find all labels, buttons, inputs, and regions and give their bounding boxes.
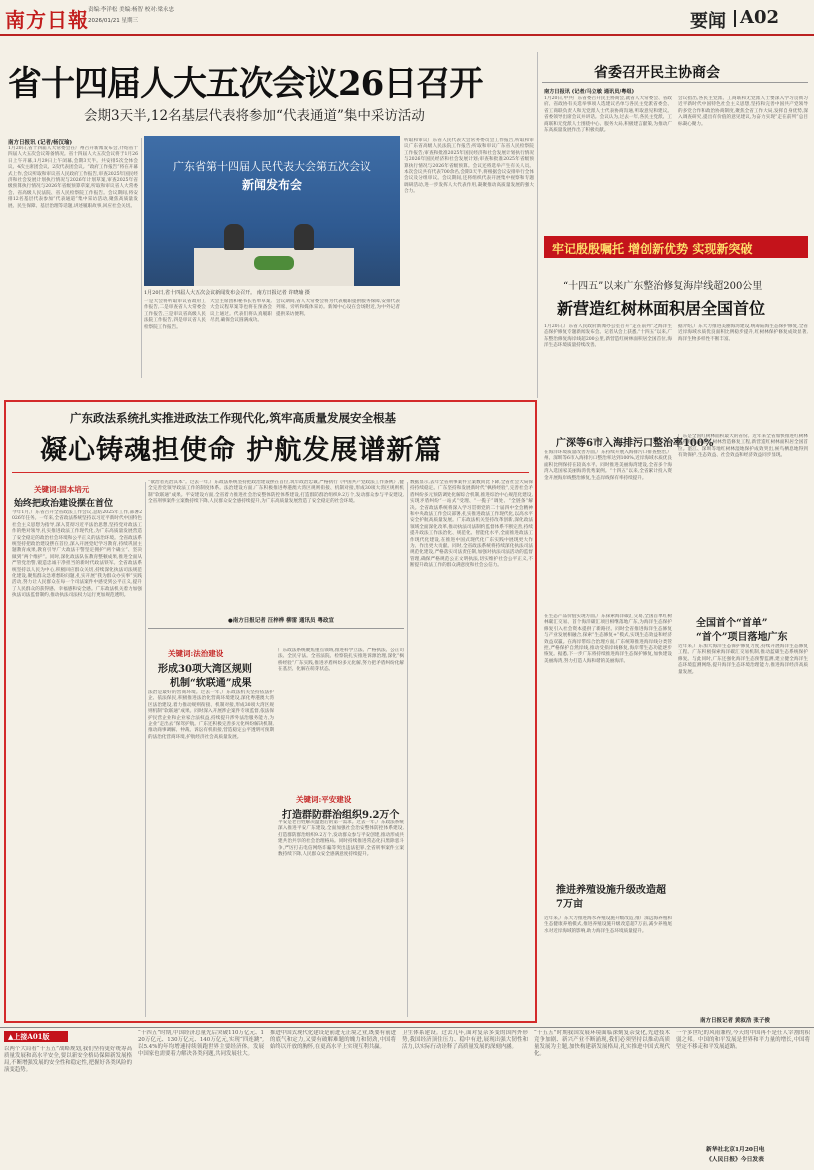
footer-line-1: 新华社北京1月20日电 xyxy=(706,1147,765,1153)
newspaper-logo: 南方日報 xyxy=(5,8,89,32)
lead-body-col1: 1月20日,省十四届人大常委会在广州召开新闻发布会,介绍省十四届人大五次会议筹备情况。省十四届人大五次会议将于1月26日上午开幕,1月29日上午闭幕,会期3天半。共安排5次全体会议、4次主席团会议、2次代表团会议。“政府工作报告”将在开幕式上作,会议听取和审议省人民政府工作报告,审查2025年国民经济和社会发展计划执行情况与2026年计划草案,审查2025年省级预算执行情况与2026年省级预算草案,听取和审议省人大常委会、省高级人民法院、省人民检察院工作报告。会议期间,将安排12名基层代表参加“代表通道”集中采访活动,聚焦高质量发展、民生保障、基层治理等话题,讲述履职故事,回应社会关切。 xyxy=(8,146,138,209)
mangrove-body-col7: 近年来,广东大力推进海水养殖设施升级改造,推广深远海养殖和生态健康养殖模式,推进养殖设施升级改造超7万亩,减少养殖尾水对近岸海域的影响,助力海洋生态环境质量提升。 xyxy=(544,916,672,934)
sub-b-title-2: 机制“软联通”成果 xyxy=(170,678,252,689)
mangrove-title: 新营造红树林面积居全国首位 xyxy=(557,299,766,318)
edit-line: 责编:李洋松 美编:杨智 校对:梁永忠 xyxy=(88,7,175,13)
mangrove-footer: 南方日报记者 黄叙浩 张子俊 xyxy=(700,1018,770,1024)
feature-body-col1: 今年1月,广东省召开全省政法工作会议,总结2025年工作,部署2026年任务。一年来,全省政法系统坚持以习近平新时代中国特色社会主义思想为指导,深入贯彻习近平法治思想,坚持党对政法工作的绝对领导,扎实推进政法工作现代化,为广东高质量发展营造了安全稳定的政治社会环境和公平正义的法治环境。全省政法系统坚持把政治建设摆在首位,深入开展党纪学习教育,持续巩固主题教育成果,教育引导广大政法干警坚定拥护“两个确立”、坚决做到“两个维护”。同时,深化政法队伍教育整顿成果,推进全面从严管党治警,锻造忠诚干净担当的新时代政法铁军。全省政法系统坚持以人民为中心,积极回应群众关切,持续深化执法司法规范化建设,聚焦群众急难愁盼问题,扎实开展“我为群众办实事”实践活动,努力让人民群众在每一个司法案件中感受到公平正义,提升了人民群众的获得感、幸福感和安全感。广东政法机关着力加强执法司法监督制约,推动执法司法权力运行更加规范透明。 xyxy=(12,510,142,599)
page-number: A02 xyxy=(740,7,780,28)
mzxs-body-col2: 会议指出,各民主党派、工商联和无党派人士要深入学习贯彻习近平新时代中国特色社会主义思想,坚持和完善中国共产党领导的多党合作和政治协商制度,聚焦全省工作大局,发挥自身优势,深入调查研究,提出有价值的意见建议,为奋力实现“走在前列”总目标凝心聚力。 xyxy=(678,96,808,127)
sub-c-tag: 关键词:平安建设 xyxy=(296,795,352,804)
feature-body-col6: 数据显示,去年全省刑事案件立案数同比下降,全省社会大局保持持续稳定。广东坚持和发展新时代“枫桥经验”,完善社会矛盾纠纷多元预防调处化解综合机制,推进综治中心规范化建设,实现矛盾纠纷“一站式”受理、“一揽子”调处、“全链条”解决。全省政法系统将深入学习贯彻党的二十届四中全会精神和中央政法工作会议部署,扎实推进政法工作现代化,以高水平安全护航高质量发展。广东政法机关坚持改革创新,深化政法领域全面深化改革,推动执法司法制约监督体系不断完善,持续提升政法工作法治化、规范化、智能化水平,全面推进政法工作现代化建设,在推进中国式现代化广东实践中展现更大作为、作出更大贡献。同时,全省政法系统将持续深化执法司法规范化建设,严格落实司法责任制,加强对执法司法活动的监督管理,确保严格规范公正文明执法,切实维护社会公平正义,不断提升政法工作的群众满意度和社会公信力。 xyxy=(410,480,533,569)
bottom-col6: 一个多世纪的风雨兼程,今天的中国再不是任人宰割的积弱之邦。中国的和平发展是世界和平力量的增长,中国将坚定不移走和平发展道路。 xyxy=(676,1030,810,1050)
bottom-col5: “十五五”时期我国发展环境面临深刻复杂变化,先进技术竞争加剧、新兴产业不断涌现,我们必须坚持以推动高质量发展为主题,加快构建新发展格局,扎实推进中国式现代化。 xyxy=(534,1030,670,1057)
speaker-figure-2 xyxy=(294,224,314,250)
section-name: 要闻 xyxy=(690,11,726,32)
masthead xyxy=(0,0,814,34)
mangrove-body-col5: 在生态产品价值实现方面,广东探索海洋碳汇交易,全国首单红树林碳汇交易、首个海洋碳汇项目相继落地广东,为海洋生态保护修复引入社会资本提供了新路径。同时全省推进海洋生态修复与产业发展相融合,探索“生态修复+”模式,实现生态效益和经济效益双赢。在海岸带综合治理方面,广东统筹推进海岸线分类管控,严格保护自然岸线,推动受损岸线修复,海岸带生态功能逐步恢复。据悉,下一步广东将持续推进海洋生态保护修复,加快建设美丽海湾,努力打造人海和谐的美丽海洋。 xyxy=(544,614,672,664)
sub-c-title: 打造群防群治组织9.2万个 xyxy=(282,810,400,821)
lead-photo xyxy=(144,136,400,286)
bottom-rule xyxy=(0,1027,814,1028)
bottom-col3: 推进中国式现代化建设是前进无止境之业,既要有前进的底气和定力,又要有破解难题的魄力和韧劲,中国将始终以开放的胸怀,在更高水平上实现互利共赢。 xyxy=(270,1030,396,1050)
mzxs-body-col1: 1月20日,中共广东省委召开民主协商会,就省人大常委会、省政府、省政协有关选举事项人选建议名单与各民主党派省委会、省工商联负责人和无党派人士代表协商沟通,听取意见和建议。省委领导出席会议并讲话。会议认为,过去一年,各民主党派、工商联和无党派人士围绕中心、服务大局,积极建言献策,为推动广东高质量发展作出了积极贡献。 xyxy=(544,96,672,134)
lead-divider xyxy=(141,138,142,378)
mangrove-sub2b: “首个”项目落地广东 xyxy=(696,632,788,643)
feature-divider-1 xyxy=(145,482,146,1017)
mzxs-rule xyxy=(542,82,808,83)
feature-kicker: 广东政法系统扎实推进政法工作现代化,筑牢高质量发展安全根基 xyxy=(70,411,397,425)
mangrove-body-col1: 1月20日,广东省人民政府新闻办公室召开“走在前列”之海洋生态保护修复专题新闻发布会。记者从会上获悉,“十四五”以来,广东整治修复海岸线超200公里,新营造红树林面积居全国首位,海洋生态环境质量持续改善。 xyxy=(544,324,672,349)
speaker-figure-1 xyxy=(224,224,244,250)
lead-body-col2: 一是大会将听取审议省政府工作报告,二是审查省人大常委会工作报告,三是审议省高级人民法院工作报告,四是审议省人民检察院工作报告。 xyxy=(144,299,206,330)
slogan-text: 牢记殷殷嘱托 增创新优势 实现新突破 xyxy=(552,242,753,256)
photo-caption: 1月20日,省十四届人大五次会议新闻发布会召开。 南方日报记者 许晓瑜 摄 xyxy=(144,290,310,296)
mangrove-sub2: 全国首个“首单” xyxy=(696,618,768,629)
mangrove-body-col3: 在海洋环境质量改善方面,广东持续开展入海排污口排查整治,广州、深圳等6市入海排污口整治率达到100%,近岸海域水质优良面积比例保持在较高水平。同时推进美丽海湾建设,全省多个海湾入选国家美丽海湾优秀案例。“十四五”以来,全省累计投入资金开展海岸线整治修复,生态岸线保有率持续提升。 xyxy=(544,450,672,481)
feature-rule xyxy=(12,472,529,473)
sub-a-title: 始终把政治建设摆在首位 xyxy=(14,499,114,509)
feature-divider-2 xyxy=(407,482,408,1017)
mzxs-title: 省委召开民主协商会 xyxy=(594,65,720,81)
jump-label: ▲上接A01版 xyxy=(8,1032,50,1041)
feature-body-col2: “欲治者先治其本”。过去一年,广东政法系统坚持把政治建设摆在首位,筑牢政治忠诚,严格执行《中国共产党政法工作条例》,健全完善党领导政法工作的制度体系。法治建设方面,广东积极推进粤港澳大湾区规则衔接、机制对接,形成30项大湾区规则机制“软联通”成果。平安建设方面,全省着力推进社会治安整体防控体系建设,打造群防群治组织9.2万个,发动群众参与平安建设,全省刑事案件立案数持续下降,人民群众安全感持续提升,为广东高质量发展营造了安全稳定的社会环境。 xyxy=(148,480,404,505)
mangrove-body-col6: 近年来,广东加大海洋生态保护修复力度,持续开展海洋生态修复工程。广东积极探索海洋碳汇交易机制,推动蓝碳生态系统保护修复。与此同时,广东还强化海洋生态预警监测,建立健全海洋生态环境监测网络,提升海洋生态环境治理能力,推进海洋经济高质量发展。 xyxy=(678,644,808,675)
slogan-banner xyxy=(544,236,808,258)
sub-b-tag: 关键词:法治建设 xyxy=(168,649,224,658)
masthead-rule xyxy=(0,34,814,36)
mangrove-sub1: 广深等6市入海排污口整治率100% xyxy=(556,438,714,449)
mangrove-body-col4: 广东是全国红树林面积最大的省份。近年来全省加快推进红树林保护修复,实施红树林营造修复工程,新营造红树林面积居全国首位。湛江、深圳等地红树林湿地保护成效突出,候鸟栖息地得到有效保护,生态效益、社会效益和经济效益同步显现。 xyxy=(678,434,808,459)
lead-right-divider xyxy=(537,52,538,398)
feature-title: 凝心铸魂担使命 护航发展谱新篇 xyxy=(40,435,443,466)
bottom-col1: 以两个大局看“十五五”战略规划,我们坚持更好统筹高质量发展和高水平安全,要以新安全格局保障新发展格局,不断增强发展的安全性和稳定性,把握好各类风险的演变趋势。 xyxy=(4,1046,132,1073)
mangrove-body-col2: 据介绍,广东大力推进美丽海湾建设,统筹陆海生态保护修复,全省近岸海域水质优良面积比例稳步提升,红树林保护修复成效显著,海洋生物多样性不断丰富。 xyxy=(678,324,808,342)
lead-body-col3: 大会主席团和秘书长名单草案,大会议程草案等也将在预备会议上通过。代表们将认真履职尽责,确保会议圆满成功。 xyxy=(210,299,272,324)
lead-body-col4: 会议期间,省人大常委会将为代表履职提供服务保障,安排代表列席、旁听和媒体采访。新闻中心设在会场附近,为中外记者提供采访便利。 xyxy=(276,299,400,317)
jump-label-box xyxy=(4,1031,68,1042)
mangrove-kicker: “十四五”以来广东整治修复海岸线超200公里 xyxy=(563,281,763,292)
sub-b-title-1: 形成30项大湾区规则 xyxy=(158,664,252,675)
footer-line-2: 《人民日报》今日发表 xyxy=(706,1157,764,1163)
section-divider xyxy=(734,10,736,27)
feature-byline: ●南方日报记者 汪梓桦 柳雷 通讯员 粤政宣 xyxy=(228,618,334,624)
feature-body-col5: 平安是老百姓解决温饱后的第一需求。过去一年,广东政法系统深入推进平安广东建设,全面加强社会治安整体防控体系建设,打造群防群治组织9.2万个,发动群众参与平安创建,推动形成共建共治共享的社会治理格局。同时持续推进常态化扫黑除恶斗争,严厉打击电信网络诈骗等突出违法犯罪,全省刑事案件立案数持续下降,人民群众安全感满意度持续提升。 xyxy=(278,820,404,858)
lead-subtitle: 会期3天半,12名基层代表将参加“代表通道”集中采访活动 xyxy=(84,108,425,124)
date-line: 2026/01/21 星期三 xyxy=(88,18,138,24)
lead-body-col5: 听取和审议广东省人民代表大会常务委员会工作报告,听取和审议广东省高级人民法院工作报告;听取和审议广东省人民检察院工作报告;审查和批准2025年国民经济和社会发展计划执行情况与2026年国民经济和社会发展计划;审查和批准2025年省级预算执行情况与2026年省级预算。会议还将选举产生有关人员。本次会议共有代表700余名,会期3天半,将根据会议安排举行全体会议及分组审议。会议期间,还将组织代表开展集中视察和专题调研活动,进一步发挥人大代表作用,凝聚推动高质量发展的强大合力。 xyxy=(404,138,534,195)
sub-a-tag: 关键词:固本培元 xyxy=(34,485,90,494)
feature-body-col4: 广东政法系统聚焦重点领域,推进科学立法、严格执法、公正司法、全民守法。全省法院、检察院扎实推进诉源治理,深化“枫桥经验”广东实践,推进矛盾纠纷多元化解,努力把矛盾纠纷化解在基层、化解在萌芽状态。 xyxy=(278,648,404,673)
lead-title: 省十四届人大五次会议26日召开 xyxy=(8,64,483,104)
lead-byline: 南方日报讯 (记者/杨汉瑜) xyxy=(8,140,73,146)
bottom-col4: 卫生体系建设。过去几年,面对复杂多变的国内外形势,我国经济顶住压力、稳中有进,展现出强大韧性和活力,以实际行动诠释了高质量发展的深刻内涵。 xyxy=(402,1030,528,1050)
mangrove-sub3: 推进养殖设施升级改造超7万亩 xyxy=(556,885,666,910)
bottom-col2: “十四五”时期,中国经济总量先后突破110万亿元、120万亿元、130万亿元、140万亿元,实现“四连跳”,以5.4%的年均增速持续领跑世界主要经济体。发展中国家也需要着力解决各类问题,共同发展壮大。 xyxy=(138,1030,264,1057)
feature-box xyxy=(4,400,537,1023)
mzxs-byline: 南方日报讯 (记者/马立敏 通讯员/粤组) xyxy=(544,89,635,95)
photo-subtitle: 新闻发布会 xyxy=(241,178,302,192)
photo-title: 广东省第十四届人民代表大会第五次会议 xyxy=(173,160,371,173)
feature-mid-rule xyxy=(148,628,404,629)
feature-body-col3: 法治是最好的营商环境。过去一年,广东政法机关坚持依法护企、依法保民,积极推进法治化营商环境建设,深化粤港澳大湾区法治建设,着力推动规则衔接、机制对接,形成30项大湾区规则机制“软联通”成果。同时深入开展涉企案件专项监督,依法保护民营企业和企业家合法权益,持续提升涉外法治服务能力,为企业“走出去”保驾护航。广东还积极完善多元化纠纷解决机制,推动商事调解、仲裁、诉讼有机衔接,营造稳定公平透明可预期的法治化营商环境,护航经济社会高质量发展。 xyxy=(148,690,274,740)
flowers xyxy=(254,256,294,270)
